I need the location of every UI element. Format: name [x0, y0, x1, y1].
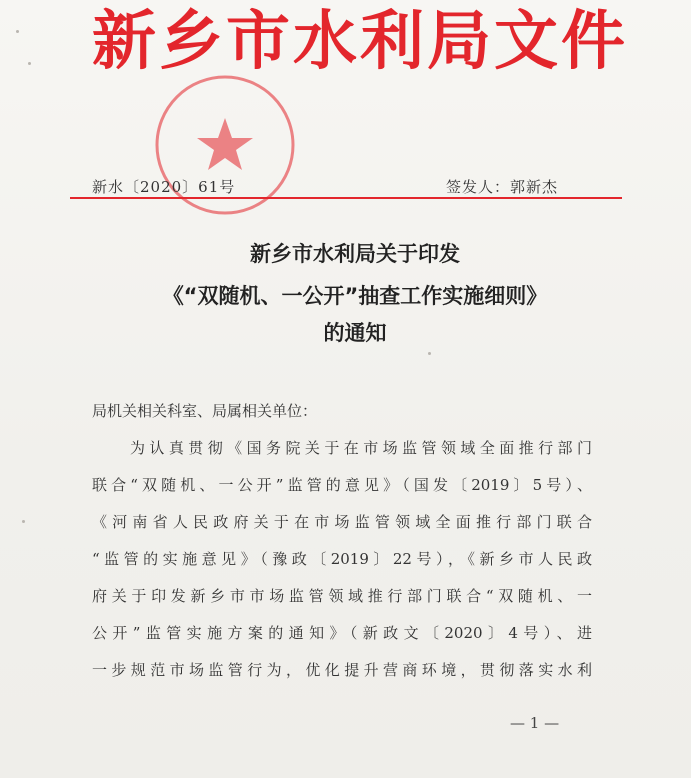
page-number: — 1 —: [510, 714, 560, 732]
body-line-1: 为认真贯彻《国务院关于在市场监管领域全面推行部门: [130, 439, 592, 457]
body-line-7: 一步规范市场监管行为，优化提升营商环境，贯彻落实水利: [92, 661, 592, 679]
scan-speck: [428, 352, 431, 355]
scan-speck: [22, 520, 25, 523]
notice-title-line-2: 《“双随机、一公开”抽查工作实施细则》: [162, 284, 548, 308]
body-line-4: “监管的实施意见》（豫政〔2019〕22号），《新乡市人民政: [92, 550, 592, 568]
body-line-3: 《河南省人民政府关于在市场监管领域全面推行部门联合: [92, 513, 592, 531]
document-number: 新水〔2020〕61号: [92, 178, 236, 196]
body-line-2: 联合“双随机、一公开”监管的意见》（国发〔2019〕5号）、: [92, 476, 592, 494]
header-divider: [70, 197, 622, 199]
body-line-6: 公开”监管实施方案的通知》（新政文〔2020〕4号）、进: [92, 624, 592, 642]
document-signer: 签发人：郭新杰: [446, 178, 559, 196]
body-line-5: 府关于印发新乡市市场监管领域推行部门联合“双随机、一: [92, 587, 592, 605]
scan-speck: [28, 62, 31, 65]
notice-title-line-1: 新乡市水利局关于印发: [250, 242, 460, 266]
salutation: 局机关相关科室、局属相关单位：: [92, 402, 318, 420]
document-header-title: 新乡市水利局文件: [92, 4, 628, 79]
scan-speck: [16, 30, 19, 33]
notice-title-line-3: 的通知: [323, 321, 387, 345]
